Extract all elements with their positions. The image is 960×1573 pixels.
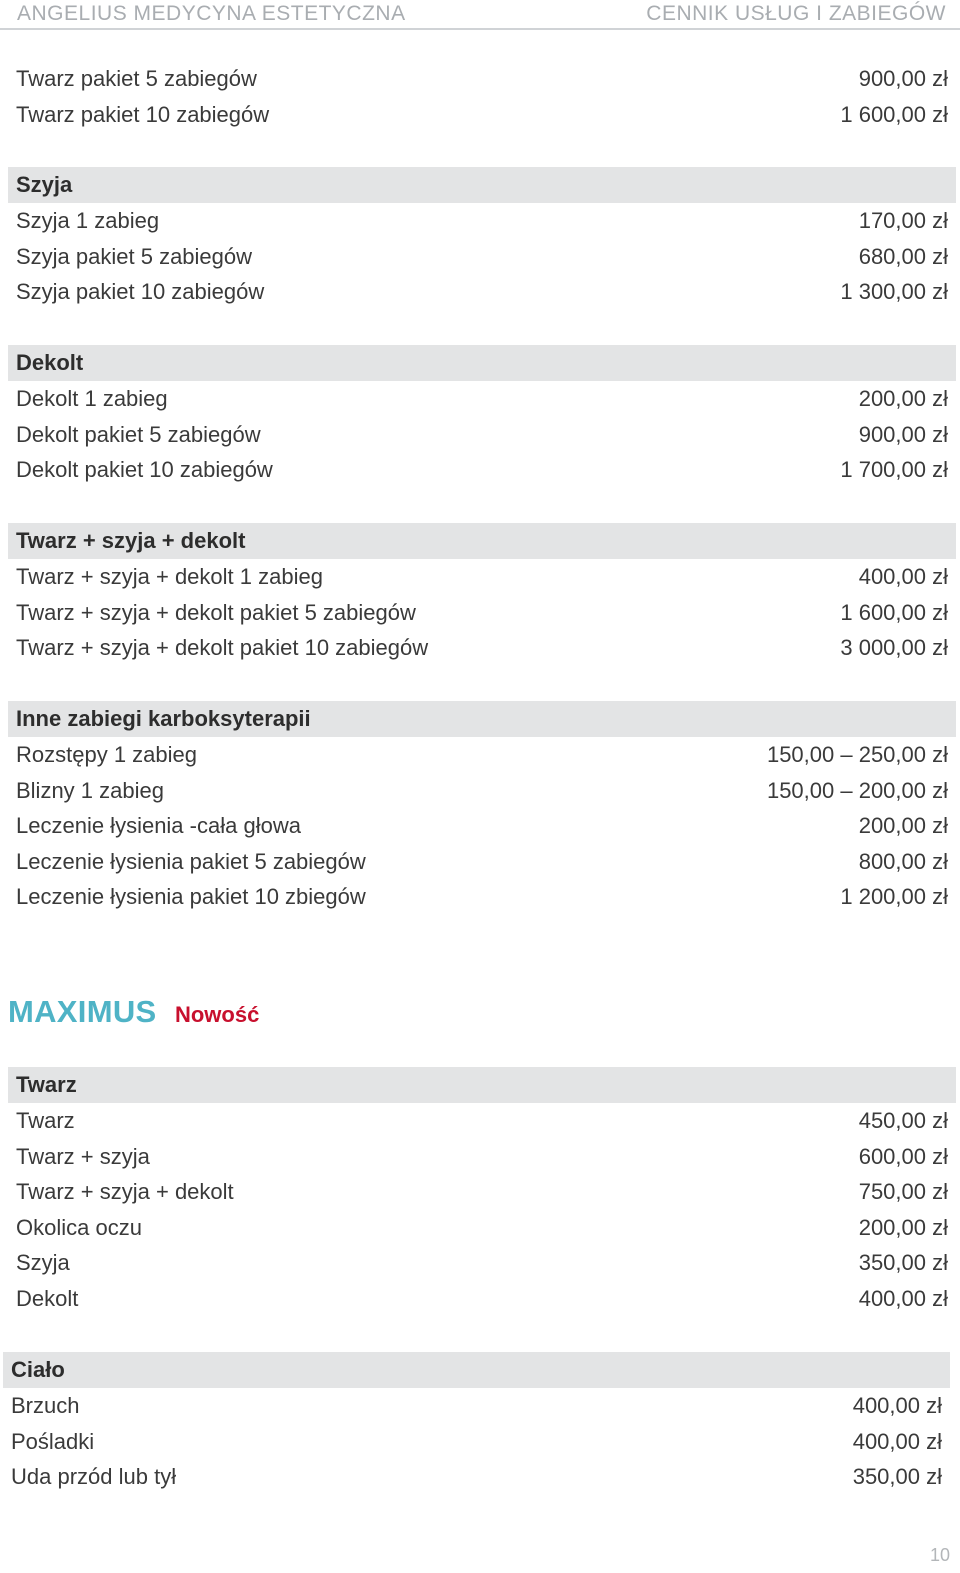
section-heading: Twarz: [8, 1067, 956, 1103]
price-row: [8, 1139, 956, 1175]
service-price: 450,00 zł: [858, 1108, 948, 1133]
service-price: 400,00 zł: [858, 564, 948, 589]
section-szyja: [8, 167, 956, 310]
maximus-heading: [8, 994, 259, 1038]
price-row: [8, 559, 956, 595]
service-price: 150,00 – 250,00 zł: [766, 742, 948, 767]
service-price: 170,00 zł: [858, 208, 948, 233]
service-price: 200,00 zł: [858, 813, 948, 839]
service-label: Szyja pakiet 10 zabiegów: [16, 279, 265, 305]
service-label: Brzuch: [11, 1393, 80, 1418]
service-label: Twarz pakiet 10 zabiegów: [16, 101, 270, 127]
service-label: Dekolt 1 zabieg: [16, 386, 168, 411]
price-row: [8, 203, 956, 239]
service-price: 1 600,00 zł: [840, 599, 948, 625]
service-price: 200,00 zł: [858, 386, 948, 411]
price-row: [8, 879, 956, 915]
price-row: [8, 61, 956, 97]
price-row: [8, 452, 956, 488]
section-dekolt: [8, 345, 956, 488]
service-price: 350,00 zł: [858, 1250, 948, 1276]
service-price: 1 300,00 zł: [840, 279, 948, 305]
service-label: Uda przód lub tył: [11, 1464, 177, 1490]
service-label: Rozstępy 1 zabieg: [16, 742, 197, 767]
price-row: [8, 1174, 956, 1210]
service-label: Szyja: [16, 1250, 70, 1276]
price-row: [8, 737, 956, 773]
header-document-title: CENNIK USŁUG I ZABIEGÓW: [646, 2, 946, 25]
header-clinic-name: ANGELIUS MEDYCYNA ESTETYCZNA: [17, 2, 406, 25]
price-row: [8, 595, 956, 631]
page-number: 10: [929, 1545, 950, 1565]
service-label: Dekolt pakiet 5 zabiegów: [16, 421, 261, 447]
service-price: 350,00 zł: [852, 1464, 942, 1490]
service-price: 680,00 zł: [858, 243, 948, 269]
service-label: Okolica oczu: [16, 1214, 142, 1240]
service-label: Dekolt pakiet 10 zabiegów: [16, 457, 273, 483]
price-row: [8, 239, 956, 275]
service-label: Dekolt: [16, 1285, 79, 1311]
price-row: [8, 1210, 956, 1246]
service-price: 800,00 zł: [858, 848, 948, 874]
service-label: Twarz: [16, 1108, 75, 1133]
price-row: [8, 1281, 956, 1317]
service-price: 600,00 zł: [858, 1143, 948, 1169]
price-row: [3, 1424, 950, 1460]
price-row: [8, 808, 956, 844]
service-price: 3 000,00 zł: [840, 635, 948, 661]
service-price: 150,00 – 200,00 zł: [766, 777, 948, 803]
section-heading: Dekolt: [8, 345, 956, 381]
service-label: Twarz + szyja + dekolt: [16, 1179, 234, 1205]
service-label: Leczenie łysienia pakiet 5 zabiegów: [16, 848, 366, 874]
section-maximus-twarz: [8, 1067, 956, 1317]
service-label: Leczenie łysienia -cała głowa: [16, 813, 301, 839]
service-label: Twarz + szyja + dekolt 1 zabieg: [16, 564, 323, 589]
price-list-continued: [8, 61, 956, 132]
maximus-brand: MAXIMUS: [8, 994, 157, 1029]
price-row: [8, 381, 956, 417]
service-label: Twarz + szyja: [16, 1143, 150, 1169]
price-row: [8, 630, 956, 666]
service-label: Leczenie łysienia pakiet 10 zbiegów: [16, 884, 366, 910]
section-maximus-cialo: [3, 1352, 950, 1495]
service-label: Pośladki: [11, 1428, 95, 1454]
service-label: Szyja 1 zabieg: [16, 208, 160, 233]
section-heading: Ciało: [3, 1352, 950, 1388]
price-row: [3, 1388, 950, 1424]
service-price: 1 200,00 zł: [840, 884, 948, 910]
page-header: [0, 0, 960, 30]
section-heading: Szyja: [8, 167, 956, 203]
service-price: 400,00 zł: [852, 1428, 942, 1454]
section-heading: Inne zabiegi karboksyterapii: [8, 701, 956, 737]
section-twarz-szyja-dekolt: [8, 523, 956, 666]
price-row: [8, 274, 956, 310]
service-price: 1 700,00 zł: [840, 457, 948, 483]
price-row: [8, 844, 956, 880]
price-row: [8, 417, 956, 453]
service-price: 1 600,00 zł: [840, 101, 948, 127]
service-label: Twarz + szyja + dekolt pakiet 10 zabiegów: [16, 635, 429, 661]
service-price: 900,00 zł: [858, 421, 948, 447]
service-price: 400,00 zł: [858, 1285, 948, 1311]
price-row: [8, 1103, 956, 1139]
section-inne-zabiegi: [8, 701, 956, 915]
service-label: Szyja pakiet 5 zabiegów: [16, 243, 253, 269]
price-row: [8, 773, 956, 809]
service-price: 400,00 zł: [852, 1393, 942, 1418]
new-badge: Nowość: [174, 1002, 260, 1027]
price-row: [8, 97, 956, 133]
section-heading: Twarz + szyja + dekolt: [8, 523, 956, 559]
price-row: [8, 1245, 956, 1281]
service-price: 750,00 zł: [858, 1179, 948, 1205]
service-label: Twarz pakiet 5 zabiegów: [16, 66, 257, 91]
service-label: Blizny 1 zabieg: [16, 777, 164, 803]
price-row: [3, 1459, 950, 1495]
service-price: 200,00 zł: [858, 1214, 948, 1240]
service-label: Twarz + szyja + dekolt pakiet 5 zabiegów: [16, 599, 416, 625]
service-price: 900,00 zł: [858, 66, 948, 91]
